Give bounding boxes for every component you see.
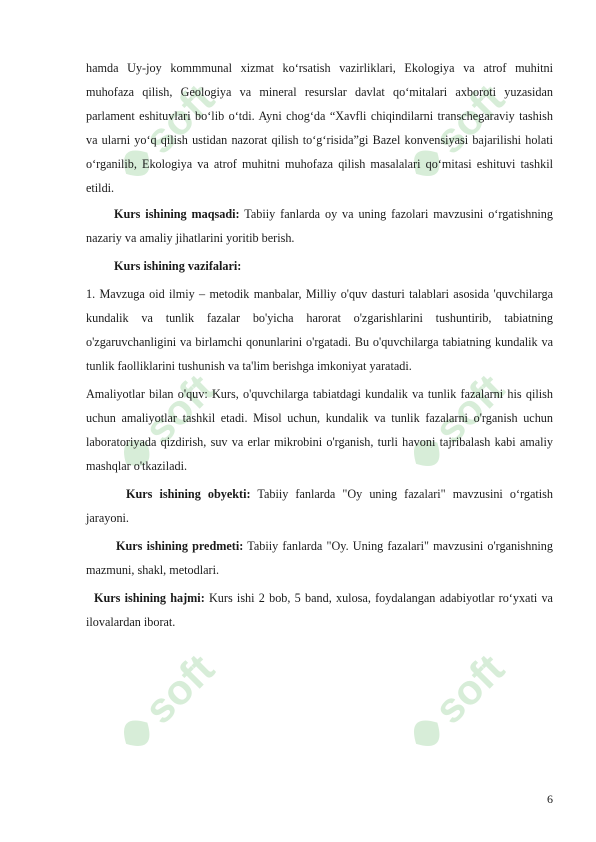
paragraph-subject <box>86 534 553 582</box>
svg-text:soft: soft <box>425 644 513 733</box>
watermark-leaf-icon <box>406 713 447 754</box>
object-text: Tabiiy fanlarda "Oy uning fazalari" mavzusini o‘rgatish jarayoni. <box>86 487 553 525</box>
volume-text: Kurs ishi 2 bob, 5 band, xulosa, foydalangan adabiyotlar ro‘yxati va ilovalardan iborat. <box>86 591 553 629</box>
svg-text:soft: soft <box>425 74 513 163</box>
paragraph-goal <box>86 202 553 250</box>
svg-text:soft: soft <box>135 74 223 163</box>
subject-label: Kurs ishining predmeti: <box>116 539 244 553</box>
svg-text:soft: soft <box>135 364 223 453</box>
watermark-leaf-icon <box>116 713 157 754</box>
object-label: Kurs ishining obyekti: <box>126 487 251 501</box>
document-body <box>86 56 553 638</box>
paragraph-hearings: hamda Uy-joy kommmunal xizmat ko‘rsatish vazirliklari, Ekologiya va atrof muhitni muhofaza qilish, Geologiya va mineral resurslar davlat qo‘mitalari axboroti yuzasidan parlament eshituvlari bo‘lib o‘tdi. Ayni chog‘da “Xavfli chiqindilarni transchegaraviy tashish va ularni yo‘q qilish ustidan nazorat qilish to‘g‘risida”gi Bazel konvensiyasi bajarilishi holati o‘rganilib, Ekologiya va atrof muhitni muhofaza qilish masalalari qo‘mitasi eshituvi tashkil etildi. <box>86 61 553 195</box>
paragraph-task-1: 1. Mavzuga oid ilmiy – metodik manbalar, Milliy o'quv dasturi talablari asosida 'quvchilarga kundalik va tunlik fazalar bo'yicha harorat o'zgarishlarini tushuntirib, tabiatning o'zgaruvchanligini va birlamchi qonunlarini o'rgatadi. Bu o'quvchilarga tabiatning kundalik va tunlik faolliklarini tushunish va ta'lim berishga imkoniyat yaratadi. <box>86 287 553 373</box>
subject-text: Tabiiy fanlarda "Oy. Uning fazalari" mavzusini o'rganishning mazmuni, shakl, metodlari. <box>86 539 553 577</box>
tasks-heading: Kurs ishining vazifalari: <box>114 259 242 273</box>
paragraph-object <box>86 482 553 530</box>
paragraph-volume <box>86 586 553 634</box>
watermark-logo <box>70 610 260 800</box>
paragraph-practice: Amaliyotlar bilan o'quv: Kurs, o'quvchilarga tabiatdagi kundalik va tunlik fazalarni his qilish uchun amaliyotlar tashkil etadi. Misol uchun, kundalik va tunlik fazalarni o'rganish uchun laboratoriyada qizdirish, suv va erlar mikrobini o'rganish, turli havoni tajribalash kabi amaliy mashqlar o'tkaziladi. <box>86 387 553 473</box>
svg-text:soft: soft <box>135 644 223 733</box>
watermark-logo <box>360 610 550 800</box>
volume-label: Kurs ishining hajmi: <box>94 591 205 605</box>
goal-text: Tabiiy fanlarda oy va uning fazolari mavzusini o‘rgatishning nazariy va amaliy jihatlarini yoritib berish. <box>86 207 553 245</box>
page-number: 6 <box>547 792 553 806</box>
goal-label: Kurs ishining maqsadi: <box>114 207 240 221</box>
svg-text:soft: soft <box>425 364 513 453</box>
